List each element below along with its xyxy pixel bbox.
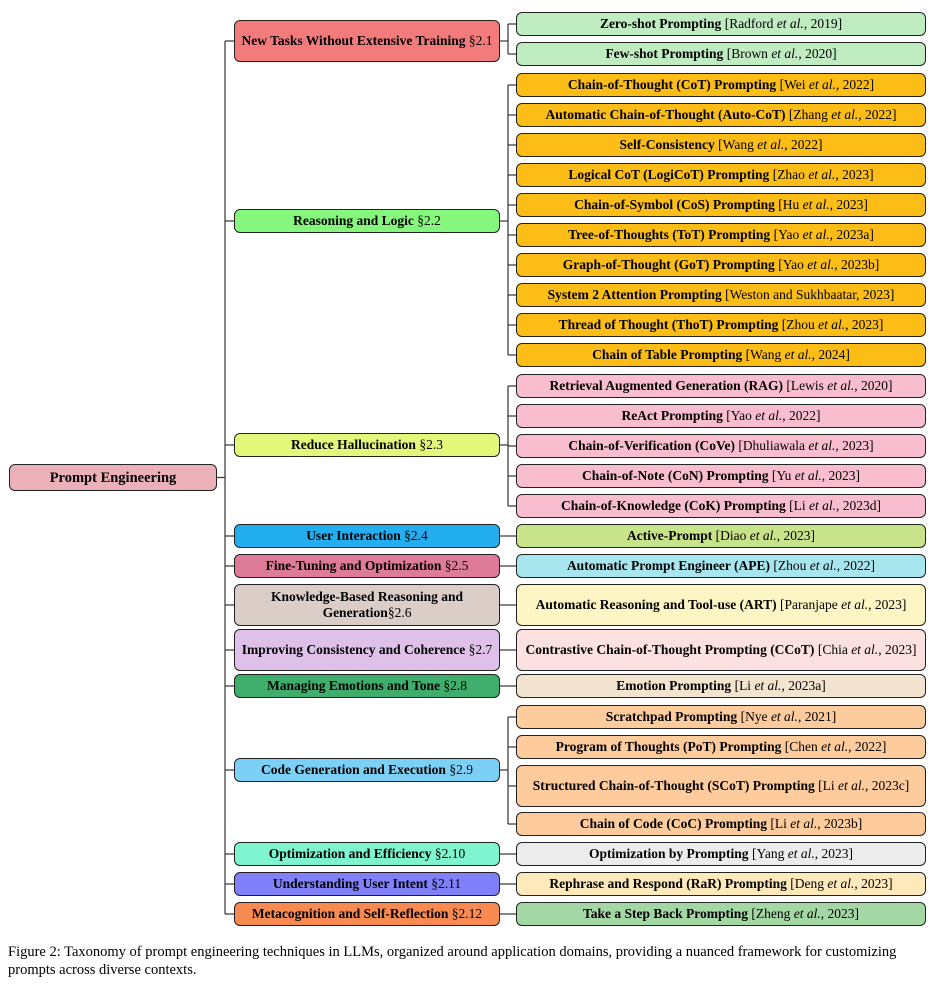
citation-year: , 2023: [854, 876, 889, 891]
citation-et-al: et al.: [771, 46, 799, 61]
technique-node: Tree-of-Thoughts (ToT) Prompting [Yao et al., 2023a]: [516, 223, 926, 247]
section-ref: §2.6: [387, 605, 412, 620]
section-ref: §2.2: [417, 213, 441, 228]
technique-node: Contrastive Chain-of-Thought Prompting (CCoT) [Chia et al., 2023]: [516, 629, 926, 671]
technique-name: Zero-shot Prompting: [599, 16, 722, 31]
category-node: [234, 872, 500, 896]
citation-et-al: et al.: [808, 167, 836, 182]
technique-name: Program of Thoughts (PoT) Prompting: [555, 739, 782, 754]
technique-name: Optimization by Prompting: [589, 846, 749, 861]
technique-name: Chain-of-Knowledge (CoK) Prompting: [561, 498, 786, 513]
technique-node: Self-Consistency [Wang et al., 2022]: [516, 133, 926, 157]
category-node: [234, 433, 500, 457]
category-label: Knowledge-Based Reasoning and Generation: [270, 589, 464, 620]
technique-name: Chain-of-Thought (CoT) Prompting: [567, 77, 777, 92]
technique-node: Rephrase and Respond (RaR) Prompting [Deng et al., 2023]: [516, 872, 926, 896]
citation-author: Zhang: [793, 107, 828, 122]
technique-name: Active-Prompt: [627, 528, 713, 543]
section-ref: §2.11: [431, 876, 462, 891]
technique-name: Emotion Prompting: [616, 678, 732, 693]
technique-node: Automatic Prompt Engineer (APE) [Zhou et al., 2022]: [516, 554, 926, 578]
citation-author: Wang: [722, 137, 754, 152]
citation-et-al: et al.: [809, 498, 836, 513]
technique-node: Thread of Thought (ThoT) Prompting [Zhou et al., 2023]: [516, 313, 926, 337]
category-label: Metacognition and Self-Reflection: [251, 906, 449, 921]
technique-node: Automatic Chain-of-Thought (Auto-CoT) [Zhang et al., 2022]: [516, 103, 926, 127]
category-label: Optimization and Efficiency: [268, 846, 432, 861]
technique-name: Scratchpad Prompting: [605, 709, 738, 724]
citation-author: Weston and Sukhbaatar, 2023: [729, 287, 890, 302]
citation-et-al: et al.: [755, 408, 783, 423]
category-node: [234, 902, 500, 926]
citation-et-al: et al.: [749, 528, 777, 543]
technique-node: Few-shot Prompting [Brown et al., 2020]: [516, 42, 926, 66]
citation-et-al: et al.: [809, 558, 837, 573]
technique-name: Automatic Reasoning and Tool-use (ART): [535, 597, 777, 612]
technique-name: Few-shot Prompting: [605, 46, 724, 61]
citation-author: Zheng: [755, 906, 791, 921]
citation-year: , 2023: [835, 167, 870, 182]
category-label: Fine-Tuning and Optimization: [265, 558, 442, 573]
citation-year: , 2023: [835, 438, 870, 453]
citation-year: , 2023: [868, 597, 902, 612]
citation-author: Li: [822, 778, 835, 793]
category-node: [234, 842, 500, 866]
technique-node: Active-Prompt [Diao et al., 2023]: [516, 524, 926, 548]
technique-name: Thread of Thought (ThoT) Prompting: [558, 317, 779, 332]
citation-author: Paranjape: [784, 597, 838, 612]
citation-et-al: et al.: [784, 347, 812, 362]
citation-year: , 2024: [811, 347, 846, 362]
citation-year: , 2023: [821, 468, 856, 483]
citation-author: Chia: [822, 642, 848, 657]
citation-year: , 2022: [858, 107, 892, 122]
citation-year: , 2023: [814, 846, 849, 861]
citation-year: , 2020: [854, 378, 889, 393]
citation-et-al: et al.: [807, 257, 835, 272]
category-label: Reduce Hallucination: [291, 437, 416, 452]
citation-year: , 2019: [803, 16, 838, 31]
technique-name: Chain-of-Note (CoN) Prompting: [582, 468, 769, 483]
category-node: [234, 554, 500, 578]
technique-name: Chain-of-Symbol (CoS) Prompting: [574, 197, 775, 212]
citation-et-al: et al.: [808, 438, 836, 453]
technique-node: System 2 Attention Prompting [Weston and Sukhbaatar, 2023]: [516, 283, 926, 307]
citation-year: , 2023: [820, 906, 855, 921]
citation-year: , 2020: [798, 46, 833, 61]
citation-et-al: et al.: [821, 739, 849, 754]
citation-et-al: et al.: [802, 227, 830, 242]
category-node: [234, 758, 500, 782]
technique-node: Retrieval Augmented Generation (RAG) [Lewis et al., 2020]: [516, 374, 926, 398]
citation-author: Diao: [720, 528, 747, 543]
category-node: [234, 20, 500, 62]
citation-author: Lewis: [790, 378, 824, 393]
technique-node: Logical CoT (LogiCoT) Prompting [Zhao et al., 2023]: [516, 163, 926, 187]
technique-node: Program of Thoughts (PoT) Prompting [Chen et al., 2022]: [516, 735, 926, 759]
citation-year: , 2022: [835, 77, 870, 92]
citation-author: Yao: [782, 257, 804, 272]
category-label: Improving Consistency and Coherence: [241, 642, 466, 657]
citation-author: Li: [739, 678, 752, 693]
category-label: Managing Emotions and Tone: [267, 678, 440, 693]
citation-et-al: et al.: [827, 876, 855, 891]
technique-node: Chain-of-Note (CoN) Prompting [Yu et al., 2023]: [516, 464, 926, 488]
citation-author: Li: [774, 816, 787, 831]
section-ref: §2.9: [449, 762, 473, 777]
category-node: [234, 524, 500, 548]
technique-node: Structured Chain-of-Thought (SCoT) Prompting [Li et al., 2023c]: [516, 765, 926, 807]
citation-year: , 2022: [784, 137, 818, 152]
section-ref: §2.10: [434, 846, 466, 861]
citation-et-al: et al.: [827, 378, 855, 393]
section-ref: §2.1: [468, 33, 493, 48]
citation-author: Wang: [750, 347, 782, 362]
category-label: New Tasks Without Extensive Training: [241, 33, 466, 48]
citation-author: Zhou: [777, 558, 807, 573]
section-ref: §2.7: [468, 642, 493, 657]
technique-node: Zero-shot Prompting [Radford et al., 2019]: [516, 12, 926, 36]
figure-caption: Figure 2: Taxonomy of prompt engineering techniques in LLMs, organized around application domains, providing a nuanced framework for customizing prompts across diverse contexts.: [8, 944, 897, 978]
category-node: [234, 209, 500, 233]
technique-name: Self-Consistency: [619, 137, 715, 152]
category-label: User Interaction: [306, 528, 401, 543]
category-node: [234, 629, 500, 671]
technique-node: Take a Step Back Prompting [Zheng et al., 2023]: [516, 902, 926, 926]
root-node: Prompt Engineering: [9, 464, 217, 491]
citation-author: Hu: [782, 197, 800, 212]
technique-name: Automatic Prompt Engineer (APE): [566, 558, 771, 573]
technique-name: Structured Chain-of-Thought (SCoT) Prompting: [532, 778, 815, 793]
citation-year: , 2023: [829, 197, 864, 212]
citation-et-al: et al.: [831, 107, 859, 122]
technique-name: Chain of Code (CoC) Prompting: [579, 816, 767, 831]
citation-author: Dhuliawala: [742, 438, 806, 453]
technique-name: Rephrase and Respond (RaR) Prompting: [549, 876, 787, 891]
citation-author: Chen: [789, 739, 818, 754]
technique-name: Chain of Table Prompting: [592, 347, 743, 362]
technique-name: Chain-of-Verification (CoVe): [568, 438, 735, 453]
technique-node: Emotion Prompting [Li et al., 2023a]: [516, 674, 926, 698]
category-label: Reasoning and Logic: [293, 213, 414, 228]
citation-author: Yang: [756, 846, 785, 861]
citation-year: , 2023a: [829, 227, 870, 242]
technique-name: System 2 Attention Prompting: [547, 287, 722, 302]
citation-et-al: et al.: [757, 137, 785, 152]
citation-author: Zhao: [777, 167, 805, 182]
citation-author: Yao: [730, 408, 752, 423]
technique-node: Chain-of-Symbol (CoS) Prompting [Hu et al., 2023]: [516, 193, 926, 217]
technique-node: Chain-of-Thought (CoT) Prompting [Wei et al., 2022]: [516, 73, 926, 97]
section-ref: §2.8: [443, 678, 467, 693]
citation-author: Zhou: [786, 317, 815, 332]
citation-year: , 2023b: [817, 816, 858, 831]
technique-name: ReAct Prompting: [621, 408, 723, 423]
technique-name: Graph-of-Thought (GoT) Prompting: [562, 257, 775, 272]
citation-year: , 2023b: [834, 257, 875, 272]
citation-et-al: et al.: [790, 816, 818, 831]
citation-year: , 2023: [845, 317, 879, 332]
category-label: Code Generation and Execution: [261, 762, 446, 777]
citation-author: Yao: [778, 227, 800, 242]
technique-name: Contrastive Chain-of-Thought Prompting (CCoT): [525, 642, 815, 657]
citation-year: , 2023c: [864, 778, 905, 793]
citation-author: Radford: [729, 16, 774, 31]
citation-et-al: et al.: [841, 597, 869, 612]
technique-node: Scratchpad Prompting [Nye et al., 2021]: [516, 705, 926, 729]
technique-node: ReAct Prompting [Yao et al., 2022]: [516, 404, 926, 428]
citation-year: , 2023a: [781, 678, 822, 693]
citation-year: , 2022: [836, 558, 871, 573]
citation-author: Brown: [731, 46, 768, 61]
citation-et-al: et al.: [794, 468, 822, 483]
technique-node: Chain of Table Prompting [Wang et al., 2024]: [516, 343, 926, 367]
technique-node: Automatic Reasoning and Tool-use (ART) [Paranjape et al., 2023]: [516, 584, 926, 626]
technique-name: Retrieval Augmented Generation (RAG): [549, 378, 784, 393]
section-ref: §2.12: [451, 906, 483, 921]
technique-node: Graph-of-Thought (GoT) Prompting [Yao et al., 2023b]: [516, 253, 926, 277]
citation-et-al: et al.: [776, 16, 804, 31]
citation-year: , 2023d: [836, 498, 877, 513]
citation-et-al: et al.: [770, 709, 798, 724]
technique-node: Chain of Code (CoC) Prompting [Li et al., 2023b]: [516, 812, 926, 836]
citation-et-al: et al.: [793, 906, 821, 921]
citation-year: , 2022: [782, 408, 816, 423]
technique-name: Take a Step Back Prompting: [582, 906, 749, 921]
citation-et-al: et al.: [802, 197, 830, 212]
citation-author: Deng: [794, 876, 825, 891]
technique-node: Chain-of-Knowledge (CoK) Prompting [Li et al., 2023d]: [516, 494, 926, 518]
citation-year: , 2022: [848, 739, 882, 754]
citation-year: , 2023: [878, 642, 912, 657]
citation-et-al: et al.: [837, 778, 865, 793]
citation-author: Li: [793, 498, 806, 513]
citation-year: , 2021: [797, 709, 832, 724]
category-node: [234, 674, 500, 698]
citation-et-al: et al.: [818, 317, 846, 332]
technique-node: Chain-of-Verification (CoVe) [Dhuliawala et al., 2023]: [516, 434, 926, 458]
section-ref: §2.5: [444, 558, 469, 573]
citation-et-al: et al.: [754, 678, 782, 693]
citation-et-al: et al.: [851, 642, 879, 657]
citation-et-al: et al.: [808, 77, 836, 92]
category-label: Understanding User Intent: [272, 876, 428, 891]
citation-year: , 2023: [776, 528, 811, 543]
citation-author: Nye: [745, 709, 768, 724]
technique-name: Tree-of-Thoughts (ToT) Prompting: [568, 227, 771, 242]
citation-author: Wei: [784, 77, 806, 92]
citation-author: Yu: [776, 468, 792, 483]
section-ref: §2.3: [419, 437, 443, 452]
section-ref: §2.4: [404, 528, 428, 543]
citation-et-al: et al.: [787, 846, 815, 861]
category-node: [234, 584, 500, 626]
technique-name: Logical CoT (LogiCoT) Prompting: [568, 167, 770, 182]
technique-node: Optimization by Prompting [Yang et al., 2023]: [516, 842, 926, 866]
technique-name: Automatic Chain-of-Thought (Auto-CoT): [545, 107, 786, 122]
